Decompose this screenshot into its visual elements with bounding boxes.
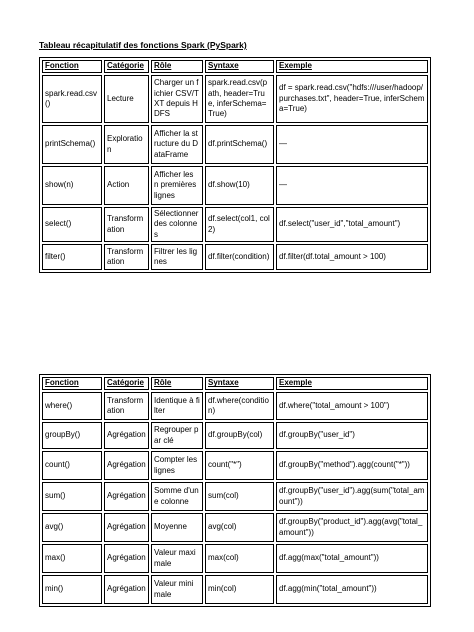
cell-exemple: df = spark.read.csv("hdfs:///user/hadoop/purchases.txt", header=True, inferSchema=True)	[276, 75, 428, 123]
cell-fonction: spark.read.csv()	[42, 75, 102, 123]
cell-categorie: Agrégation	[104, 513, 149, 542]
header-categorie: Catégorie	[104, 377, 149, 390]
functions-table-2	[39, 374, 431, 607]
cell-fonction: where()	[42, 392, 102, 420]
cell-exemple: —	[276, 125, 428, 164]
cell-exemple: df.where("total_amount > 100")	[276, 392, 428, 420]
cell-fonction: printSchema()	[42, 125, 102, 164]
cell-role: Moyenne	[151, 513, 203, 542]
header-exemple: Exemple	[276, 60, 428, 73]
header-exemple: Exemple	[276, 377, 428, 390]
cell-exemple: df.filter(df.total_amount > 100)	[276, 244, 428, 270]
header-role: Rôle	[151, 377, 203, 390]
cell-role: Charger un fichier CSV/TXT depuis HDFS	[151, 75, 203, 123]
table-header-row	[42, 60, 428, 73]
cell-exemple: —	[276, 166, 428, 205]
cell-categorie: Transformation	[104, 244, 149, 270]
cell-categorie: Transformation	[104, 207, 149, 242]
cell-syntaxe: avg(col)	[205, 513, 274, 542]
cell-categorie: Agrégation	[104, 451, 149, 480]
header-role: Rôle	[151, 60, 203, 73]
cell-syntaxe: min(col)	[205, 575, 274, 604]
cell-role: Valeur maximale	[151, 544, 203, 573]
header-syntaxe: Syntaxe	[205, 60, 274, 73]
table-row	[42, 544, 428, 573]
cell-exemple: df.agg(min("total_amount"))	[276, 575, 428, 604]
cell-syntaxe: sum(col)	[205, 482, 274, 511]
cell-role: Somme d'une colonne	[151, 482, 203, 511]
cell-role: Afficher les n premières lignes	[151, 166, 203, 205]
header-syntaxe: Syntaxe	[205, 377, 274, 390]
cell-exemple: df.groupBy("user_id")	[276, 422, 428, 449]
table-row	[42, 482, 428, 511]
cell-syntaxe: spark.read.csv(path, header=True, inferSchema=True)	[205, 75, 274, 123]
cell-exemple: df.groupBy("user_id").agg(sum("total_amount"))	[276, 482, 428, 511]
cell-role: Filtrer les lignes	[151, 244, 203, 270]
table-row	[42, 392, 428, 420]
cell-categorie: Lecture	[104, 75, 149, 123]
header-categorie: Catégorie	[104, 60, 149, 73]
functions-table-1	[39, 57, 431, 273]
cell-categorie: Agrégation	[104, 422, 149, 449]
table-row	[42, 513, 428, 542]
cell-syntaxe: df.filter(condition)	[205, 244, 274, 270]
table-row	[42, 575, 428, 604]
cell-role: Sélectionner des colonnes	[151, 207, 203, 242]
cell-exemple: df.agg(max("total_amount"))	[276, 544, 428, 573]
table-row	[42, 166, 428, 205]
cell-syntaxe: df.groupBy(col)	[205, 422, 274, 449]
cell-syntaxe: count("*")	[205, 451, 274, 480]
cell-role: Compter les lignes	[151, 451, 203, 480]
cell-syntaxe: df.where(condition)	[205, 392, 274, 420]
cell-exemple: df.groupBy("method").agg(count("*"))	[276, 451, 428, 480]
table-row	[42, 207, 428, 242]
cell-categorie: Action	[104, 166, 149, 205]
cell-fonction: show(n)	[42, 166, 102, 205]
cell-role: Valeur minimale	[151, 575, 203, 604]
cell-fonction: select()	[42, 207, 102, 242]
cell-syntaxe: df.select(col1, col2)	[205, 207, 274, 242]
cell-fonction: groupBy()	[42, 422, 102, 449]
table-row	[42, 451, 428, 480]
cell-categorie: Agrégation	[104, 544, 149, 573]
cell-fonction: min()	[42, 575, 102, 604]
header-fonction: Fonction	[42, 377, 102, 390]
table-header-row	[42, 377, 428, 390]
cell-categorie: Agrégation	[104, 575, 149, 604]
cell-syntaxe: df.printSchema()	[205, 125, 274, 164]
cell-syntaxe: max(col)	[205, 544, 274, 573]
cell-fonction: avg()	[42, 513, 102, 542]
table-row	[42, 244, 428, 270]
table-row	[42, 422, 428, 449]
cell-fonction: filter()	[42, 244, 102, 270]
cell-fonction: count()	[42, 451, 102, 480]
cell-fonction: sum()	[42, 482, 102, 511]
cell-categorie: Transformation	[104, 392, 149, 420]
header-fonction: Fonction	[42, 60, 102, 73]
cell-role: Afficher la structure du DataFrame	[151, 125, 203, 164]
table-row	[42, 75, 428, 123]
cell-categorie: Exploration	[104, 125, 149, 164]
cell-fonction: max()	[42, 544, 102, 573]
cell-role: Regrouper par clé	[151, 422, 203, 449]
table-row	[42, 125, 428, 164]
page-title: Tableau récapitulatif des fonctions Spark (PySpark)	[39, 40, 247, 50]
cell-role: Identique à filter	[151, 392, 203, 420]
cell-syntaxe: df.show(10)	[205, 166, 274, 205]
cell-exemple: df.select("user_id","total_amount")	[276, 207, 428, 242]
cell-categorie: Agrégation	[104, 482, 149, 511]
cell-exemple: df.groupBy("product_id").agg(avg("total_amount"))	[276, 513, 428, 542]
